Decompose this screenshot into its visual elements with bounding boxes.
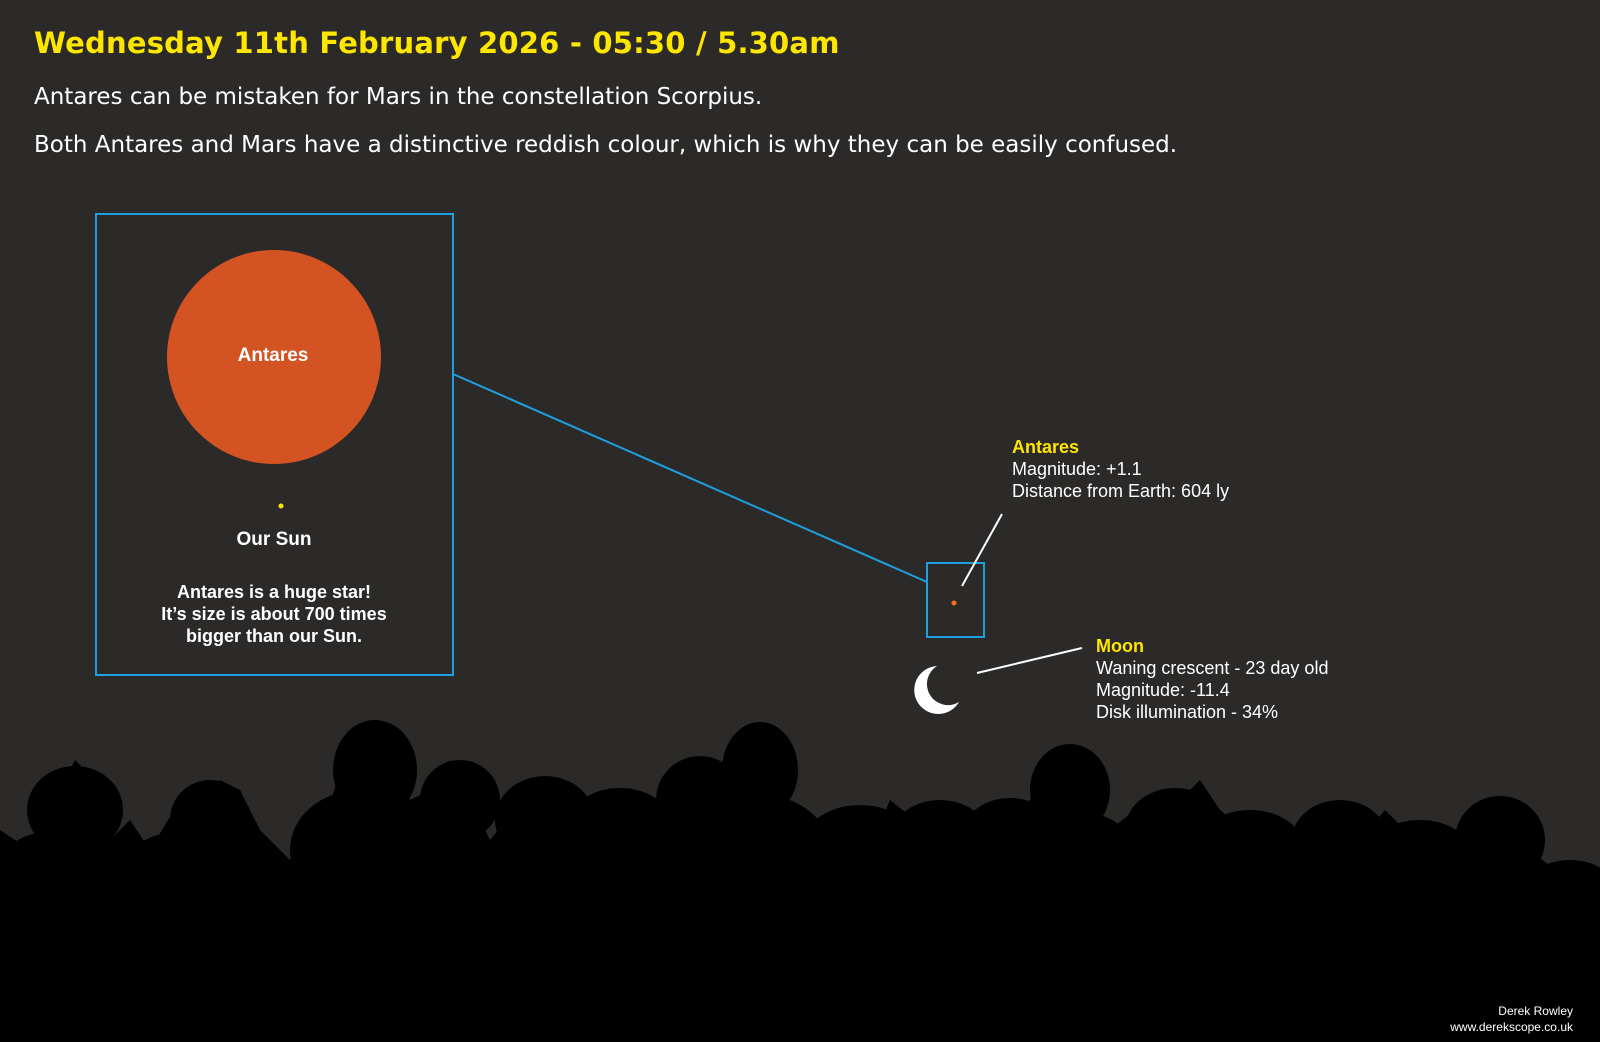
intro-line-1: Antares can be mistaken for Mars in the constellation Scorpius. (34, 84, 763, 110)
sun-dot (279, 504, 284, 509)
antares-magnitude: Magnitude: +1.1 (1012, 459, 1142, 479)
antares-disc-label: Antares (237, 345, 309, 366)
antares-star (952, 601, 957, 606)
tree-silhouettes (0, 720, 1600, 1042)
antares-info-name: Antares (1012, 437, 1080, 457)
moon-phase: Waning crescent - 23 day old (1096, 658, 1329, 678)
moon-crescent (914, 666, 959, 714)
page-title: Wednesday 11th February 2026 - 05:30 / 5.30am (34, 26, 840, 60)
size-fact-line-3: bigger than our Sun. (186, 626, 362, 646)
size-fact-line-2: It’s size is about 700 times (161, 604, 387, 624)
antares-pointer-line (962, 514, 1002, 586)
intro-line-2: Both Antares and Mars have a distinctive reddish colour, which is why they can be easily confused. (34, 132, 1178, 158)
moon-illumination: Disk illumination - 34% (1096, 702, 1279, 722)
size-fact (116, 581, 432, 647)
antares-info (1012, 436, 1229, 502)
zoom-connector-line (453, 374, 927, 582)
moon-magnitude: Magnitude: -11.4 (1096, 680, 1230, 700)
moon-info (1096, 635, 1328, 723)
size-fact-line-1: Antares is a huge star! (176, 582, 372, 602)
moon-info-name: Moon (1096, 636, 1144, 656)
antares-distance: Distance from Earth: 604 ly (1012, 481, 1230, 501)
antares-highlight-box (927, 563, 984, 637)
credit-website: www.derekscope.co.uk (1450, 1020, 1573, 1034)
moon-pointer-line (977, 648, 1082, 673)
credit (1450, 1003, 1573, 1035)
sun-label: Our Sun (236, 529, 312, 550)
credit-author: Derek Rowley (1498, 1004, 1573, 1018)
